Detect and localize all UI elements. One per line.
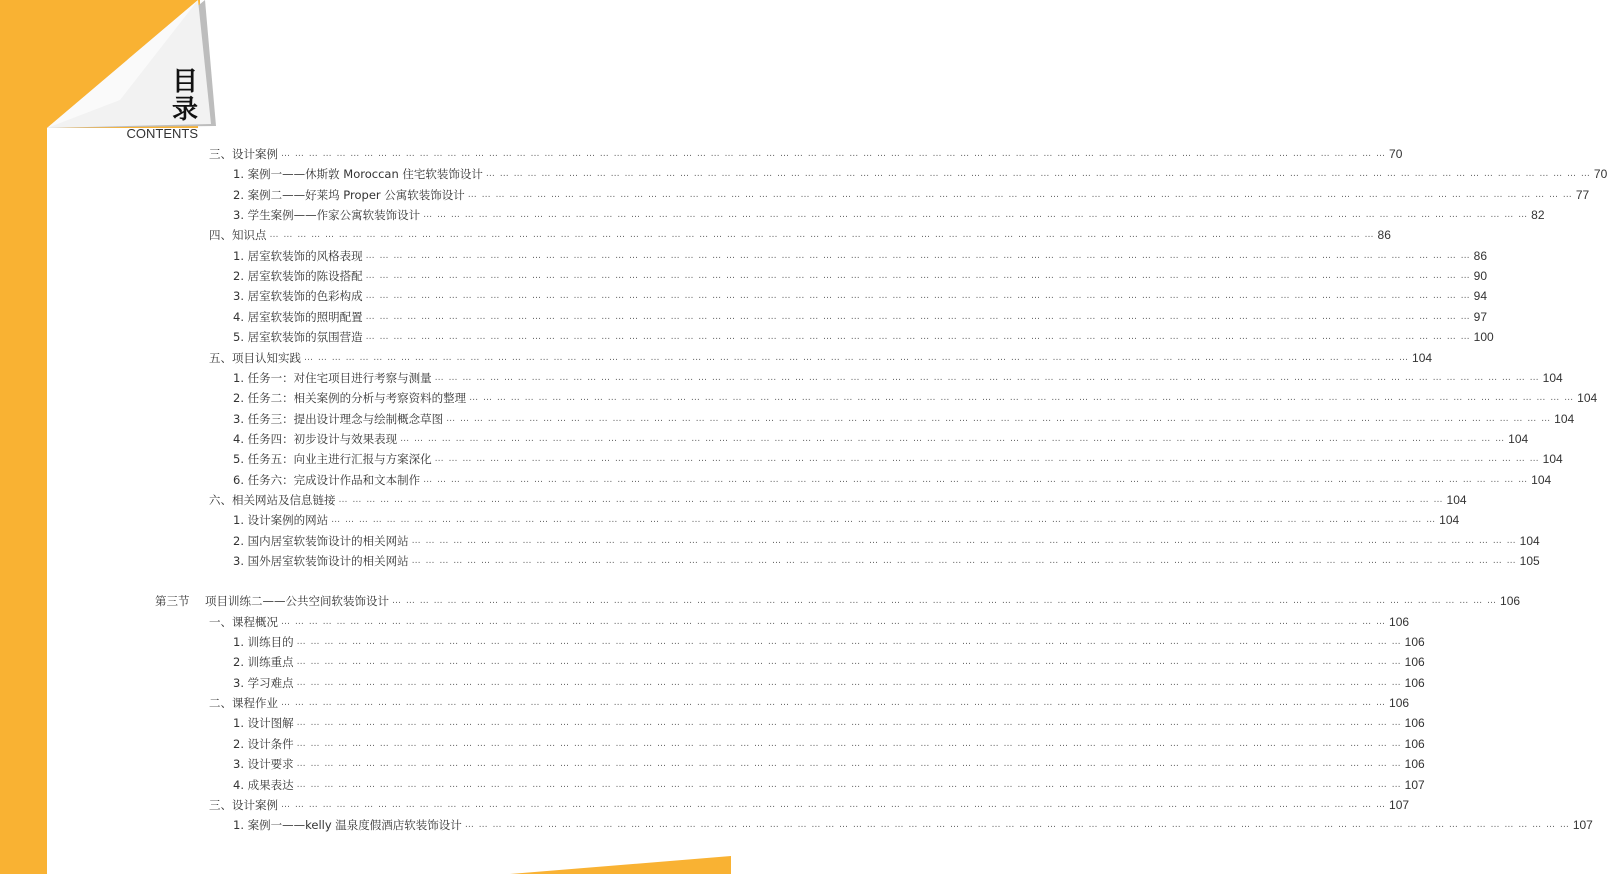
toc-entry-text: 3. 任务三：提出设计理念与绘制概念草图 [233,411,444,426]
toc-entry[interactable] [233,713,1425,733]
toc-section-label: 第三节 [155,594,190,609]
toc-entry[interactable] [233,368,1563,388]
toc-entry[interactable] [233,286,1488,306]
toc-leader-dots: … … … … … … … … … … … … … … … … … … … … … … … … … … … … … … … … … … … … … … … … … … … … … … … … … … … … … … … … … … … … … … … … … … … … … … … … … … … … … … … … [411,556,1517,566]
toc-entry-title [233,166,483,182]
toc-leader-dots: … … … … … … … … … … … … … … … … … … … … … … … … … … … … … … … … … … … … … … … … … … … … … … … … … … … … … … … … … … … … … … … … … … … … … … … … … … … … … … … … [464,820,1570,831]
toc-entry-text: 一、课程概况 [209,614,278,629]
toc-leader-dots: … … … … … … … … … … … … … … … … … … … … … … … … … … … … … … … … … … … … … … … … … … … … … … … … … … … … … … … … … … … … … … … … … … … … … … … … … … … … … … … … [411,535,1517,546]
toc-page-number: 106 [1404,675,1425,690]
toc-entry-text: 1. 设计案例的网站 [233,513,329,528]
toc-leader-dots: … … … … … … … … … … … … … … … … … … … … … … … … … … … … … … … … … … … … … … … … … … … … … … … … … … … … … … … … … … … … … … … … … … … … … … … … … … … … … … … … [467,189,1573,200]
toc-entry-text: 3. 国外居室软装饰设计的相关网站 [233,554,409,568]
toc-entry-title [233,207,420,223]
toc-leader-dots: … … … … … … … … … … … … … … … … … … … … … … … … … … … … … … … … … … … … … … … … … … … … … … … … … … … … … … … … … … … … … … … … … … … … … … … … … … … … … … … … [281,616,1387,627]
toc-page-number: 106 [1500,594,1521,609]
toc-entry-title [233,248,363,264]
toc-entry[interactable] [209,144,1403,164]
toc-entry-text: 3. 居室软装饰的色彩构成 [233,289,363,304]
toc-entry-title [233,777,294,793]
toc-page-number: 105 [1519,554,1540,568]
toc-entry-title [209,797,278,813]
toc-page-number: 70 [1593,167,1607,182]
toc-page-number: 104 [1439,513,1460,528]
toc-entry-title [233,370,432,386]
toc-entry[interactable] [233,429,1529,449]
toc-page-number: 104 [1531,472,1552,487]
toc-page-number: 107 [1404,777,1425,792]
toc-entry-text: 二、课程作业 [209,696,278,711]
toc-entry-title [233,411,443,427]
toc-entry-title [233,329,363,345]
toc-entry[interactable] [233,815,1593,835]
toc-entry-title [233,390,466,406]
toc-page-number: 82 [1531,208,1545,223]
toc-page-number: 86 [1377,228,1391,243]
toc-leader-dots: … … … … … … … … … … … … … … … … … … … … … … … … … … … … … … … … … … … … … … … … … … … … … … … … … … … … … … … … … … … … … … … … … … … … … … … … … … … … … … … … [296,738,1402,749]
toc-header [118,67,210,141]
toc-leader-dots: … … … … … … … … … … … … … … … … … … … … … … … … … … … … … … … … … … … … … … … … … … … … … … … … … … … … … … … … … … … … … … … … … … … … … … … … … … … … … … … … [269,230,1375,241]
toc-entry-title [233,634,294,650]
toc-entry[interactable] [233,388,1598,408]
toc-entry-title [233,472,420,488]
toc-leader-dots: … … … … … … … … … … … … … … … … … … … … … … … … … … … … … … … … … … … … … … … … … … … … … … … … … … … … … … … … … … … … … … … … … … … … … … … … … … … … … … … … [281,149,1387,159]
page-title: 目 录 [171,67,210,125]
toc-entry-text: 2. 国内居室软装饰设计的相关网站 [233,533,409,548]
toc-page-number: 106 [1404,736,1425,751]
toc-entry-title [233,553,409,569]
toc-leader-dots: … … … … … … … … … … … … … … … … … … … … … … … … … … … … … … … … … … … … … … … … … … … … … … … … … … … … … … … … … … … … … … … … … … … … … … … … … … … … … … … … [338,494,1444,505]
toc-entry-text: 1. 案例一——休斯敦 Moroccan 住宅软装饰设计 [233,167,483,182]
toc-entry-text: 3. 学习难点 [233,675,294,690]
toc-entry-text: 4. 居室软装饰的照明配置 [233,309,363,324]
toc-page-number: 106 [1404,655,1425,670]
toc-page-number: 107 [1389,797,1410,812]
toc-leader-dots: … … … … … … … … … … … … … … … … … … … … … … … … … … … … … … … … … … … … … … … … … … … … … … … … … … … … … … … … … … … … … … … … … … … … … … … … … … … … … … … … [296,779,1402,790]
toc-page-number: 70 [1389,147,1403,161]
toc-page-number: 100 [1473,330,1494,345]
toc-page-number: 104 [1577,391,1598,406]
toc-entry[interactable] [233,531,1540,551]
toc-leader-dots: … … … … … … … … … … … … … … … … … … … … … … … … … … … … … … … … … … … … … … … … … … … … … … … … … … … … … … … … … … … … … … … … … … … … … … … … … … … … … … … … [331,515,1437,526]
toc-entry[interactable] [233,266,1488,286]
toc-entry-text: 项目训练二——公共空间软装饰设计 [205,594,389,609]
toc-entry-title [233,654,294,670]
toc-leader-dots: … … … … … … … … … … … … … … … … … … … … … … … … … … … … … … … … … … … … … … … … … … … … … … … … … … … … … … … … … … … … … … … … … … … … … … … … … … … … … … … … [304,352,1410,363]
toc-entry[interactable] [233,510,1460,530]
page-subtitle: CONTENTS [126,126,198,141]
toc-page-number: 97 [1473,309,1488,324]
toc-entry-title [209,695,278,711]
toc-entry[interactable] [233,205,1545,225]
toc-leader-dots: … … … … … … … … … … … … … … … … … … … … … … … … … … … … … … … … … … … … … … … … … … … … … … … … … … … … … … … … … … … … … … … … … … … … … … … … … … … … … … … … [296,637,1402,648]
toc-page-number: 104 [1554,411,1575,426]
toc-entry[interactable] [155,591,1521,611]
toc-entry-title [233,675,294,691]
toc-entry-title [233,431,397,447]
toc-entry[interactable] [233,551,1540,571]
toc-entry[interactable] [233,164,1607,184]
toc-entry-title [233,309,363,325]
toc-leader-dots: … … … … … … … … … … … … … … … … … … … … … … … … … … … … … … … … … … … … … … … … … … … … … … … … … … … … … … … … … … … … … … … … … … … … … … … … … … … … … … … … [365,271,1471,282]
toc-entry-text: 1. 设计图解 [233,716,294,731]
toc-leader-dots: … … … … … … … … … … … … … … … … … … … … … … … … … … … … … … … … … … … … … … … … … … … … … … … … … … … … … … … … … … … … … … … … … … … … … … … … … … … … … … … … [434,454,1540,465]
toc-leader-dots: … … … … … … … … … … … … … … … … … … … … … … … … … … … … … … … … … … … … … … … … … … … … … … … … … … … … … … … … … … … … … … … … … … … … … … … … … … … … … … … … [469,393,1575,404]
toc-entry[interactable] [209,693,1410,713]
toc-entry-title [209,492,336,508]
toc-entry-title [209,614,278,630]
toc-page-number: 106 [1404,716,1425,731]
toc-page-number: 106 [1404,635,1425,650]
toc-leader-dots: … … … … … … … … … … … … … … … … … … … … … … … … … … … … … … … … … … … … … … … … … … … … … … … … … … … … … … … … … … … … … … … … … … … … … … … … … … … … … … … … [296,718,1402,729]
toc-leader-dots: … … … … … … … … … … … … … … … … … … … … … … … … … … … … … … … … … … … … … … … … … … … … … … … … … … … … … … … … … … … … … … … … … … … … … … … … … … … … … … … … [296,657,1402,668]
toc-entry-title [233,512,328,528]
toc-entry-title [233,268,363,284]
toc-entry[interactable] [233,652,1425,672]
toc-entry-title [233,756,294,772]
toc-entry-text: 4. 任务四：初步设计与效果表现 [233,431,398,446]
toc-entry[interactable] [233,673,1425,693]
toc-leader-dots: … … … … … … … … … … … … … … … … … … … … … … … … … … … … … … … … … … … … … … … … … … … … … … … … … … … … … … … … … … … … … … … … … … … … … … … … … … … … … … … … [434,372,1540,383]
toc-entry[interactable] [209,612,1410,632]
toc-entry[interactable] [209,490,1467,510]
toc-entry-title [209,146,278,162]
toc-leader-dots: … … … … … … … … … … … … … … … … … … … … … … … … … … … … … … … … … … … … … … … … … … … … … … … … … … … … … … … … … … … … … … … … … … … … … … … … … … … … … … … … [392,596,1498,607]
toc-entry[interactable] [233,185,1590,205]
toc-page-number: 104 [1508,431,1529,446]
toc-entry-text: 六、相关网站及信息链接 [209,492,336,507]
toc-entry[interactable] [209,795,1410,815]
toc-entry-text: 1. 案例一——kelly 温泉度假酒店软装饰设计 [233,818,462,833]
toc-entry-text: 3. 设计要求 [233,757,294,772]
toc-entry-text: 5. 居室软装饰的氛围营造 [233,330,363,345]
toc-entry-title [233,715,294,731]
toc-entry-title [233,187,465,203]
toc-entry-text: 五、项目认知实践 [209,350,301,365]
toc-entry-text: 1. 任务一：对住宅项目进行考察与测量 [233,370,432,385]
toc-leader-dots: … … … … … … … … … … … … … … … … … … … … … … … … … … … … … … … … … … … … … … … … … … … … … … … … … … … … … … … … … … … … … … … … … … … … … … … … … … … … … … … … [365,291,1471,302]
toc-entry-text: 1. 居室软装饰的风格表现 [233,248,363,263]
toc-entry-title [233,736,294,752]
toc-entry-title [233,288,363,304]
toc-entry-title [209,350,301,366]
toc-page-number: 104 [1446,492,1467,507]
toc-entry-title [233,451,432,467]
toc-leader-dots: … … … … … … … … … … … … … … … … … … … … … … … … … … … … … … … … … … … … … … … … … … … … … … … … … … … … … … … … … … … … … … … … … … … … … … … … … … … … … … … … [296,759,1402,770]
toc-leader-dots: … … … … … … … … … … … … … … … … … … … … … … … … … … … … … … … … … … … … … … … … … … … … … … … … … … … … … … … … … … … … … … … … … … … … … … … … … … … … … … … … [365,332,1471,343]
orange-bottom-stripe [510,856,731,874]
toc-leader-dots: … … … … … … … … … … … … … … … … … … … … … … … … … … … … … … … … … … … … … … … … … … … … … … … … … … … … … … … … … … … … … … … … … … … … … … … … … … … … … … … … [485,169,1591,180]
toc-entry-title [209,227,267,243]
toc-entry-text: 2. 案例二——好莱坞 Proper 公寓软装饰设计 [233,187,465,202]
toc-page-number: 94 [1473,289,1488,304]
toc-page-number: 106 [1404,757,1425,772]
toc-entry-text: 2. 居室软装饰的陈设搭配 [233,269,363,284]
toc-leader-dots: … … … … … … … … … … … … … … … … … … … … … … … … … … … … … … … … … … … … … … … … … … … … … … … … … … … … … … … … … … … … … … … … … … … … … … … … … … … … … … … … [400,433,1506,444]
toc-page-number: 86 [1473,248,1488,263]
toc-page-number: 106 [1389,696,1410,711]
toc-entry-text: 2. 训练重点 [233,655,294,670]
toc-entry[interactable] [233,409,1575,429]
toc-entry[interactable] [233,775,1425,795]
toc-entry-text: 1. 训练目的 [233,635,294,650]
toc-leader-dots: … … … … … … … … … … … … … … … … … … … … … … … … … … … … … … … … … … … … … … … … … … … … … … … … … … … … … … … … … … … … … … … … … … … … … … … … … … … … … … … … [281,698,1387,709]
toc-entry[interactable] [209,225,1391,245]
toc-entry-text: 6. 任务六：完成设计作品和文本制作 [233,472,421,487]
toc-page-number: 104 [1542,370,1563,385]
toc-entry[interactable] [233,734,1425,754]
toc-page-number: 107 [1572,818,1593,833]
toc-leader-dots: … … … … … … … … … … … … … … … … … … … … … … … … … … … … … … … … … … … … … … … … … … … … … … … … … … … … … … … … … … … … … … … … … … … … … … … … … … … … … … … … [365,250,1471,261]
toc-leader-dots: … … … … … … … … … … … … … … … … … … … … … … … … … … … … … … … … … … … … … … … … … … … … … … … … … … … … … … … … … … … … … … … … … … … … … … … … … … … … … … … … [423,474,1529,485]
toc-leader-dots: … … … … … … … … … … … … … … … … … … … … … … … … … … … … … … … … … … … … … … … … … … … … … … … … … … … … … … … … … … … … … … … … … … … … … … … … … … … … … … … … [446,413,1552,424]
toc-entry-text: 四、知识点 [209,228,267,243]
toc-leader-dots: … … … … … … … … … … … … … … … … … … … … … … … … … … … … … … … … … … … … … … … … … … … … … … … … … … … … … … … … … … … … … … … … … … … … … … … … … … … … … … … … [365,311,1471,322]
toc-entry[interactable] [233,246,1488,266]
toc-entry-text: 3. 学生案例——作家公寓软装饰设计 [233,208,421,223]
toc-page-number: 90 [1473,269,1488,284]
toc-leader-dots: … … … … … … … … … … … … … … … … … … … … … … … … … … … … … … … … … … … … … … … … … … … … … … … … … … … … … … … … … … … … … … … … … … … … … … … … … … … … … … … … [296,677,1402,688]
toc-leader-dots: … … … … … … … … … … … … … … … … … … … … … … … … … … … … … … … … … … … … … … … … … … … … … … … … … … … … … … … … … … … … … … … … … … … … … … … … … … … … … … … … [423,210,1529,221]
toc-page-number: 106 [1389,614,1410,629]
toc-entry-text: 5. 任务五：向业主进行汇报与方案深化 [233,452,432,467]
toc-entry[interactable] [233,327,1494,347]
toc-entry-text: 2. 设计条件 [233,736,294,751]
toc-entry[interactable] [233,754,1425,774]
toc-entry-title [233,533,409,549]
toc-leader-dots: … … … … … … … … … … … … … … … … … … … … … … … … … … … … … … … … … … … … … … … … … … … … … … … … … … … … … … … … … … … … … … … … … … … … … … … … … … … … … … … … [281,799,1387,810]
toc-entry-text: 4. 成果表达 [233,777,294,792]
toc-entry[interactable] [209,348,1433,368]
toc-entry-title [233,817,462,833]
toc-page-number: 104 [1542,452,1563,467]
toc-entry-text: 2. 任务二：相关案例的分析与考察资料的整理 [233,391,467,406]
toc-page-number: 104 [1412,350,1433,365]
toc-page-number: 104 [1519,533,1540,548]
toc-entry[interactable] [233,449,1563,469]
toc-entry-text: 三、设计案例 [209,147,278,161]
toc-entry-text: 三、设计案例 [209,797,278,812]
toc-entry[interactable] [233,632,1425,652]
toc-page-number: 77 [1575,187,1590,202]
toc-entry-title [155,593,389,609]
toc-entry[interactable] [233,470,1552,490]
toc-entry[interactable] [233,307,1488,327]
